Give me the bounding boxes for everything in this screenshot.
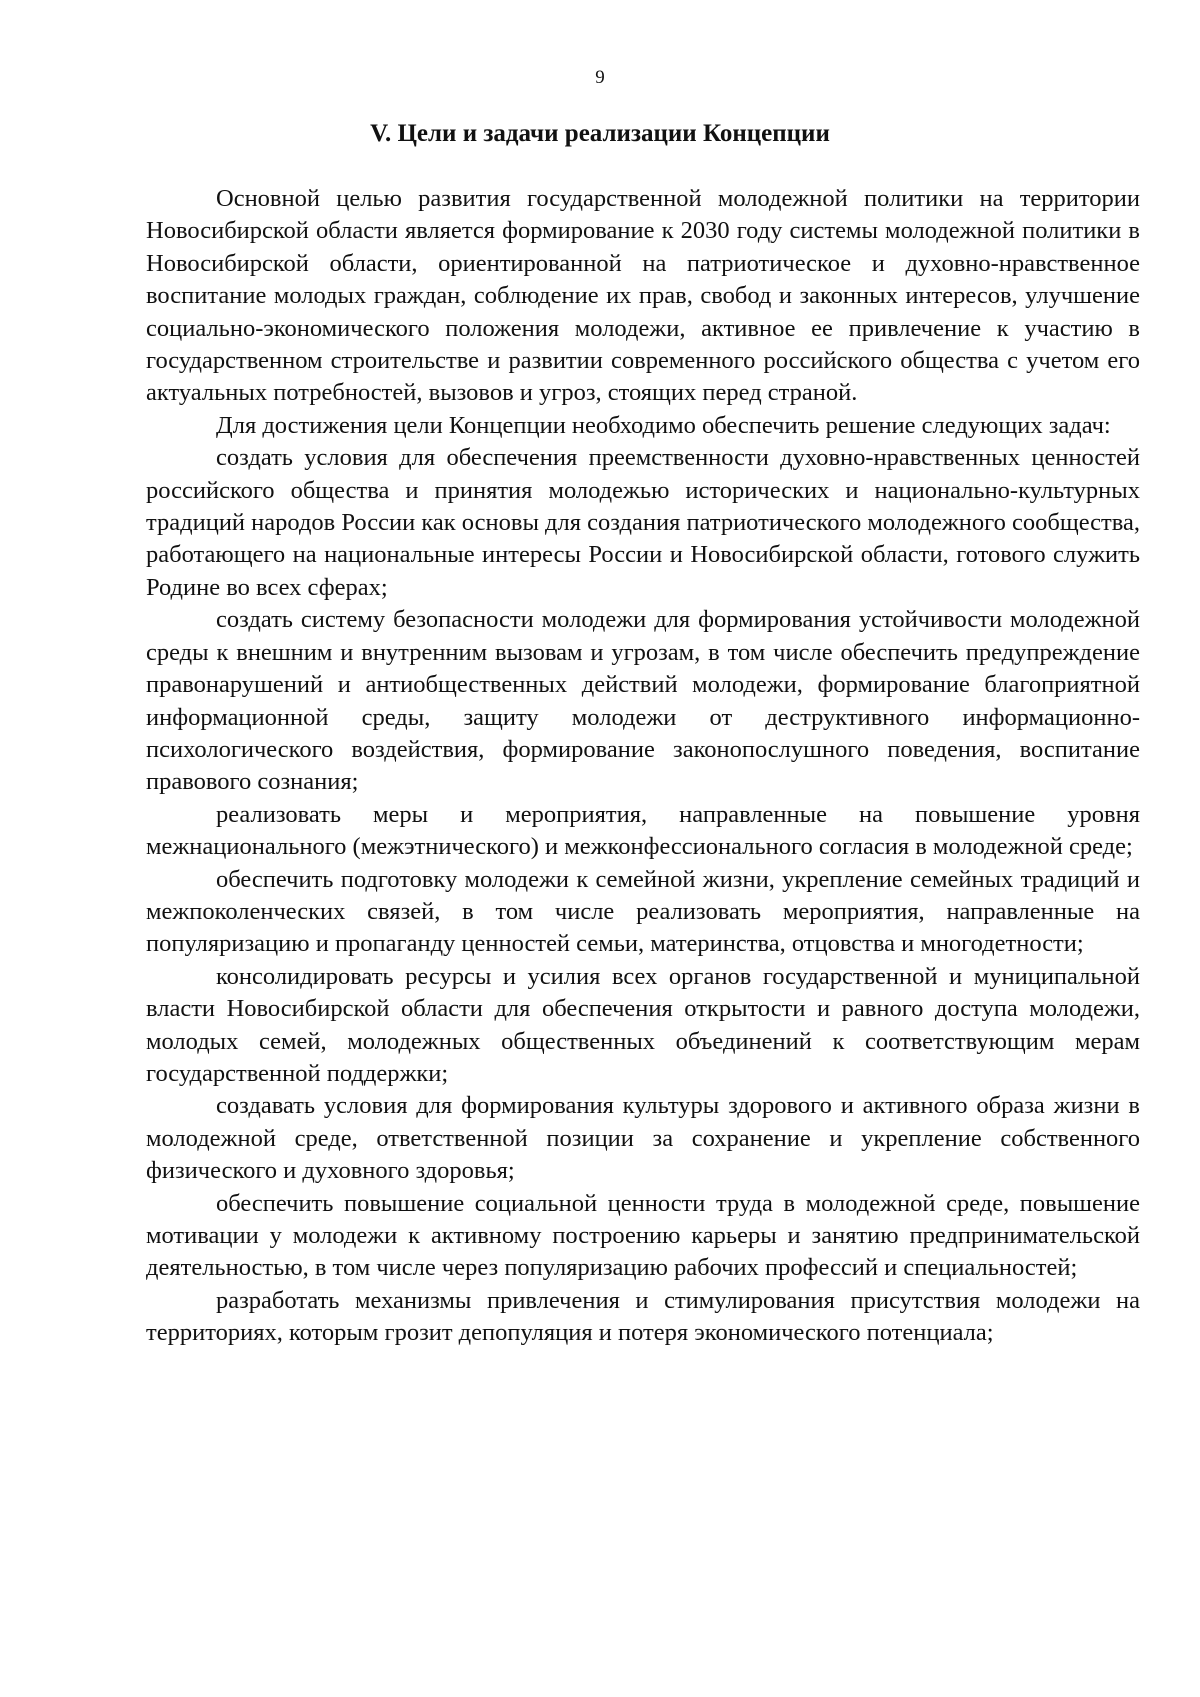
paragraph-task-security: создать систему безопасности молодежи для формирования устойчивости молодежной среды к внешним и внутренним вызовам и угрозам, в том числе обеспечить предупреждение правонарушений и антиобщественных действий молодежи, формирование благоприятной информационной среды, защиту молодежи от деструктивного информационно-психологического воздействия, формирование законопослушного поведения, воспитание правового сознания; (146, 606, 1140, 796)
section-heading: V. Цели и задачи реализации Концепции (370, 120, 830, 147)
page-number: 9 (595, 67, 605, 88)
paragraph-task-health: создавать условия для формирования культуры здорового и активного образа жизни в молодежной среде, ответственной позиции за сохранение и укрепление собственного физического и духовного здоровья; (146, 1092, 1140, 1185)
paragraph-tasks-intro: Для достижения цели Концепции необходимо обеспечить решение следующих задач: (216, 411, 1111, 439)
paragraph-task-territories: разработать механизмы привлечения и стимулирования присутствия молодежи на территориях, которым грозит депопуляция и потеря экономического потенциала; (146, 1286, 1140, 1347)
paragraph-task-resources: консолидировать ресурсы и усилия всех органов государственной и муниципальной власти Новосибирской области для обеспечения открытости и равного доступа молодежи, молодых семей, молодежных общественных объединений к соответствующим мерам государственной поддержки; (146, 962, 1140, 1087)
paragraph-task-interethnic: реализовать меры и мероприятия, направленные на повышение уровня межнационального (межэтнического) и межконфессионального согласия в молодежной среде; (146, 800, 1140, 861)
paragraph-goal: Основной целью развития государственной молодежной политики на территории Новосибирской области является формирование к 2030 году системы молодежной политики в Новосибирской области, ориентированной на патриотическое и духовно-нравственное воспитание молодых граждан, соблюдение их прав, свобод и законных интересов, улучшение социально-экономического положения молодежи, активное ее привлечение к участию в государственном строительстве и развитии современного российского общества с учетом его актуальных потребностей, вызовов и угроз, стоящих перед страной. (146, 185, 1140, 407)
paragraph-task-labor: обеспечить повышение социальной ценности труда в молодежной среде, повышение мотивации у молодежи к активному построению карьеры и занятию предпринимательской деятельностью, в том числе через популяризацию рабочих профессий и специальностей; (146, 1189, 1140, 1282)
body-text (146, 183, 1140, 1350)
paragraph-task-traditions: создать условия для обеспечения преемственности духовно-нравственных ценностей российского общества и принятия молодежью исторических и национально-культурных традиций народов России как основы для создания патриотического молодежного сообщества, работающего на национальные интересы России и Новосибирской области, готового служить Родине во всех сферах; (146, 444, 1140, 601)
paragraph-task-family: обеспечить подготовку молодежи к семейной жизни, укрепление семейных традиций и межпоколенческих связей, в том числе реализовать мероприятия, направленные на популяризацию и пропаганду ценностей семьи, материнства, отцовства и многодетности; (146, 865, 1140, 958)
